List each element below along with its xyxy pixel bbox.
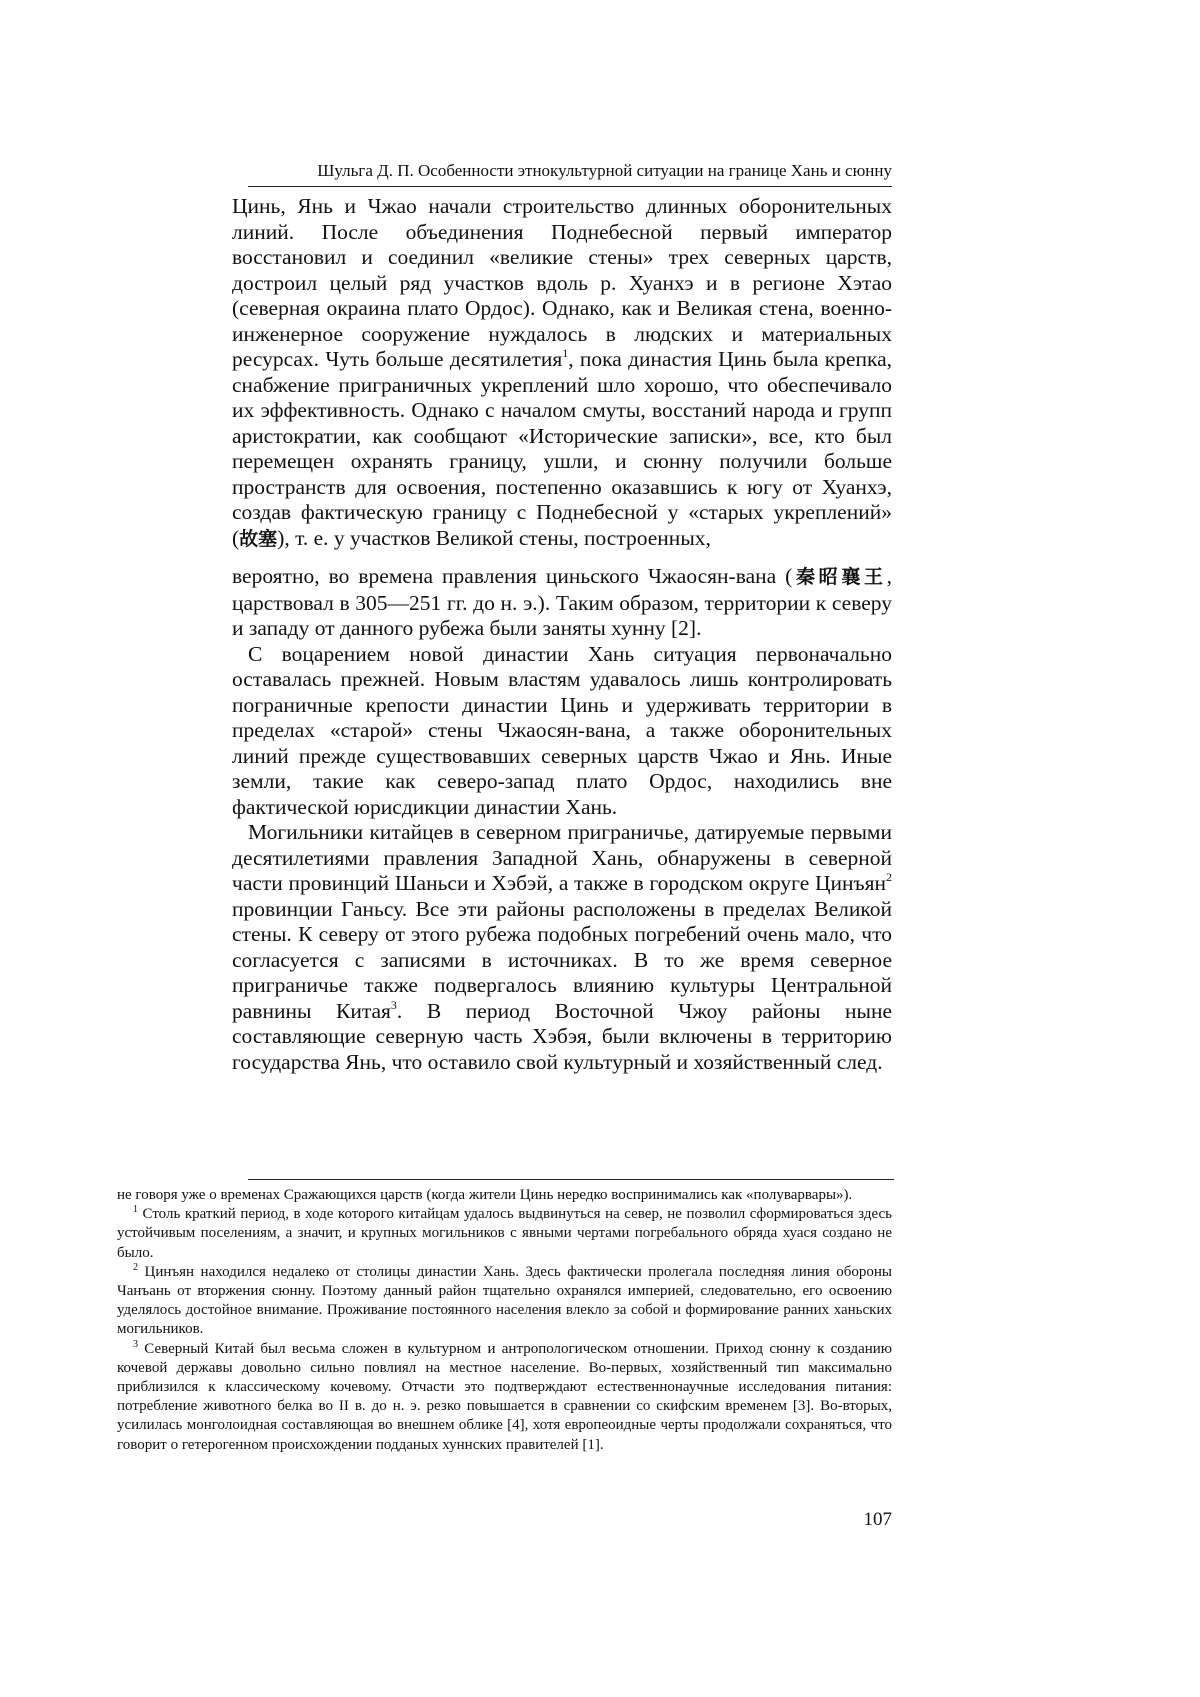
footnote-ref-1: 1 <box>562 346 568 360</box>
main-body <box>232 194 892 1075</box>
paragraph-1-cont-text-b: , царствовал в 305—251 гг. до н. э.). Таким образом, территории к северу и западу от данного рубежа были заняты хунну [2]. <box>232 564 892 640</box>
footnote-1 <box>117 1205 892 1263</box>
paragraph-1 <box>232 194 892 552</box>
footnote-ref-2: 2 <box>886 870 892 884</box>
paragraph-3-text-a: Могильники китайцев в северном приграничье, датируемые первыми десятилетиями правления Западной Хань, обнаружены в северной части провинций Шаньси и Хэбэй, а также в городском округе Цинъян <box>232 820 892 895</box>
footnote-2-number: 2 <box>133 1262 138 1273</box>
footnote-3-number: 3 <box>133 1339 138 1350</box>
paragraph-1-cont-text-a: вероятно, во времена правления циньского Чжаосян-вана ( <box>232 564 792 588</box>
paragraph-3-text-b: провинции Ганьсу. Все эти районы расположены в пределах Великой стены. К северу от этого рубежа подобных погребений очень мало, что согласуется с записями в источниках. В то же время северное приграничье также подвергалось влиянию культуры Центральной равнины Китая <box>232 897 892 1023</box>
footnote-3 <box>117 1340 892 1455</box>
paragraph-2: С воцарением новой династии Хань ситуация первоначально оставалась прежней. Новым властям удавалось лишь контролировать пограничные крепости династии Цинь и удерживать территории в пределах «старой» стены Чжаосян-вана, а также оборонительных линий прежде существовавших северных царств Чжао и Янь. Иные земли, такие как северо-запад плато Ордос, находились вне фактической юрисдикции династии Хань. <box>232 642 892 821</box>
chinese-term-king-zhaoxiang: 秦昭襄王 <box>792 566 886 588</box>
page-number: 107 <box>840 1508 892 1532</box>
paragraph-1-text-a: Цинь, Янь и Чжао начали строительство длинных оборонительных линий. После объединения Поднебесной первый император восстановил и соединил «великие стены» трех северных царств, достроил целый ряд участков вдоль р. Хуанхэ и в регионе Хэтао (северная окраина плато Ордос). Однако, как и Великая стена, военно-инженерное сооружение нуждалось в людских и материальных ресурсах. Чуть больше десятилетия <box>232 194 892 371</box>
paragraph-1-continued <box>232 564 892 642</box>
paragraph-3 <box>232 820 892 1075</box>
paragraph-1-text-b: , пока династия Цинь была крепка, снабжение приграничных укреплений шло хорошо, что обеспечивало их эффективность. Однако с началом смуты, восстаний народа и групп аристократии, как сообщают «Исторические записки», все, кто был перемещен охранять границу, ушли, и сюнну получили больше пространств для освоения, постепенно оказавшись к югу от Хуанхэ, создав фактическую границу с Поднебесной у «старых укреплений» ( <box>232 347 892 550</box>
footnote-ref-3: 3 <box>391 998 397 1012</box>
footnote-2 <box>117 1263 892 1340</box>
running-header: Шульга Д. П. Особенности этнокультурной ситуации на границе Хань и сюнну <box>248 160 892 187</box>
footnote-2-text: Цинъян находился недалеко от столицы династии Хань. Здесь фактически пролегала последняя линия обороны Чанъань от вторжения сюнну. Поэтому данный район тщательно охранялся империей, следовательно, его освоению уделялось достойное внимание. Проживание постоянного населения влекло за собой и формирование ранних ханьских могильников. <box>117 1264 892 1338</box>
footnote-1-text: Столь краткий период, в ходе которого китайцам удалось выдвинуться на север, не позволил сформироваться здесь устойчивым поселениям, а значит, и крупных могильников с явными чертами погребального обряда хуася создано не было. <box>117 1206 892 1260</box>
chinese-term-old-fortifications: 故塞 <box>239 528 277 550</box>
paragraph-1-text-c: ), т. е. у участков Великой стены, построенных, <box>277 526 711 550</box>
footnote-divider <box>248 1179 894 1180</box>
footnotes <box>117 1186 892 1455</box>
paragraph-3-text-c: . В период Восточной Чжоу районы ныне составляющие северную часть Хэбэя, были включены в территорию государства Янь, что оставило свой культурный и хозяйственный след. <box>232 999 892 1074</box>
footnote-continued: не говоря уже о временах Сражающихся царств (когда жители Цинь нередко воспринимались как «полуварвары»). <box>117 1186 892 1205</box>
footnote-3-text: Северный Китай был весьма сложен в культурном и антропологическом отношении. Приход сюнну к созданию кочевой державы довольно сильно повлиял на местное население. Во-первых, хозяйственный тип максимально приблизился к классическому кочевому. Отчасти это подтверждают естественнонаучные исследования питания: потребление животного белка во II в. до н. э. резко повышается в сравнении со скифским временем [3]. Во-вторых, усилилась монголоидная составляющая во внешнем облике [4], хотя европеоидные черты продолжали сохраняться, что говорит о гетерогенном происхождении подданых хуннских правителей [1]. <box>117 1341 892 1453</box>
footnote-1-number: 1 <box>133 1204 138 1215</box>
